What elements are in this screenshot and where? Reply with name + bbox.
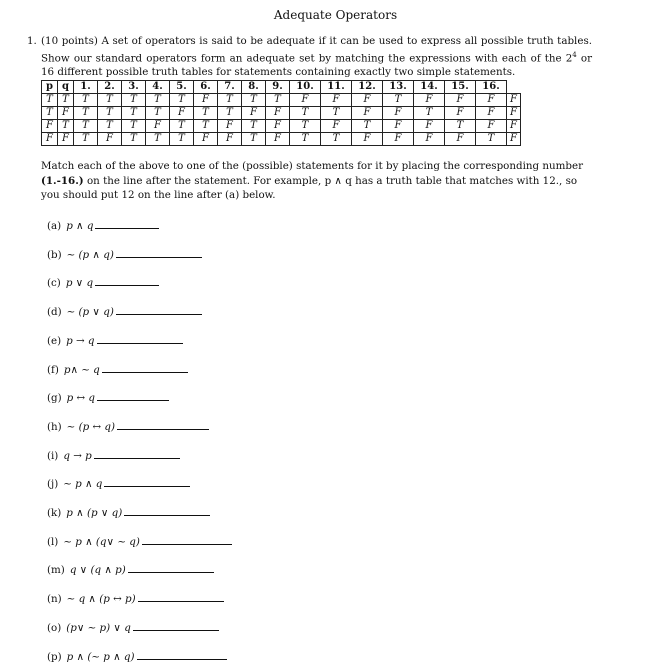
truth-table-cell: F <box>414 133 445 146</box>
truth-table-header-cell: 7. <box>218 81 242 94</box>
truth-table-cell: F <box>383 120 414 133</box>
truth-table-cell: T <box>42 107 58 120</box>
answer-item-expression: ∼ (p ∨ q) <box>66 306 114 319</box>
truth-table-cell: T <box>218 107 242 120</box>
answer-item-expression: ∼ p ∧ q <box>63 478 103 491</box>
truth-table-cell: T <box>122 94 146 107</box>
truth-table-cell: T <box>321 133 352 146</box>
truth-table-cell: T <box>58 120 74 133</box>
answer-item <box>47 419 209 433</box>
truth-table-cell: F <box>321 94 352 107</box>
truth-table-cell: T <box>58 94 74 107</box>
answer-item <box>47 534 232 548</box>
truth-table-cell: F <box>170 107 194 120</box>
truth-table-cell: T <box>74 133 98 146</box>
truth-table-header-row <box>42 81 521 94</box>
truth-table-cell: T <box>383 94 414 107</box>
truth-table-cell: T <box>146 107 170 120</box>
truth-table-header-cell: 12. <box>352 81 383 94</box>
truth-table-cell: T <box>290 133 321 146</box>
truth-table-header-cell: 4. <box>146 81 170 94</box>
answer-item-label: (d) <box>47 306 62 319</box>
truth-table-cell: F <box>383 107 414 120</box>
truth-table-cell: T <box>194 120 218 133</box>
truth-table-cell: F <box>352 133 383 146</box>
answer-item-label: (m) <box>47 564 65 577</box>
truth-table-cell: T <box>146 133 170 146</box>
truth-table-cell: T <box>146 94 170 107</box>
answer-blank-line[interactable] <box>117 419 209 430</box>
truth-table-cell: T <box>445 120 476 133</box>
answer-blank-line[interactable] <box>138 591 224 602</box>
truth-table-cell: F <box>507 133 521 146</box>
answer-item-label: (j) <box>47 478 59 491</box>
answer-item-expression: p∧ ∼ q <box>63 363 100 376</box>
truth-table-header-cell: 14. <box>414 81 445 94</box>
answer-item <box>47 591 224 605</box>
truth-table-cell: T <box>352 120 383 133</box>
truth-table-cell: F <box>266 107 290 120</box>
truth-table-cell: T <box>194 107 218 120</box>
truth-table-header-cell: 13. <box>383 81 414 94</box>
truth-table-cell: F <box>321 120 352 133</box>
truth-table-cell: F <box>42 120 58 133</box>
problem-text-a: (10 points) A set of operators is said to be adequate if it can be used to express all possible truth tables. Show our standard operators form an adequate set by matching the expressions with each of the 2 <box>41 35 592 65</box>
truth-table-cell: T <box>42 94 58 107</box>
truth-table-row <box>42 133 521 146</box>
answer-item <box>47 448 180 462</box>
truth-table-row <box>42 107 521 120</box>
truth-table-cell: T <box>98 94 122 107</box>
truth-table-header-cell: 3. <box>122 81 146 94</box>
truth-table-cell: T <box>242 133 266 146</box>
answer-item <box>47 562 214 576</box>
truth-table-cell: T <box>242 94 266 107</box>
truth-table-cell: F <box>476 120 507 133</box>
truth-table-cell: T <box>170 94 194 107</box>
truth-table-cell: T <box>266 94 290 107</box>
truth-table-cell: F <box>42 133 58 146</box>
truth-table-cell: T <box>122 120 146 133</box>
answer-blank-line[interactable] <box>116 304 202 315</box>
answer-blank-line[interactable] <box>128 562 214 573</box>
truth-table-cell: F <box>194 133 218 146</box>
truth-table-cell: T <box>74 120 98 133</box>
truth-table-cell: F <box>242 107 266 120</box>
answer-item-label: (e) <box>47 334 62 347</box>
truth-table-header-cell: 11. <box>321 81 352 94</box>
truth-table-header-cell: 10. <box>290 81 321 94</box>
truth-table-cell: F <box>507 120 521 133</box>
truth-table-cell: T <box>218 94 242 107</box>
truth-table-header-cell: p <box>42 81 58 94</box>
truth-table-header-cell: 9. <box>266 81 290 94</box>
answer-item <box>47 362 188 376</box>
answer-item-expression: ∼ (p ↔ q) <box>66 420 115 433</box>
truth-table-cell: F <box>218 120 242 133</box>
answer-blank-line[interactable] <box>97 333 183 344</box>
truth-table-cell: F <box>352 94 383 107</box>
answer-item-expression: p ∨ q <box>65 277 94 290</box>
answer-item-expression: q ∨ (q ∧ p) <box>69 564 126 577</box>
truth-table-cell: T <box>98 120 122 133</box>
truth-table-cell: F <box>445 133 476 146</box>
answer-blank-line[interactable] <box>137 649 227 660</box>
truth-table-cell: T <box>122 107 146 120</box>
truth-table-cell: F <box>98 133 122 146</box>
truth-table-cell: T <box>170 133 194 146</box>
truth-table-cell: F <box>352 107 383 120</box>
answer-item-label: (f) <box>47 363 59 376</box>
truth-table-cell: F <box>290 94 321 107</box>
answer-item-expression: p ∧ q <box>66 220 94 232</box>
answer-item-label: (k) <box>47 507 62 519</box>
truth-table-cell: T <box>170 120 194 133</box>
truth-table-header-cell: 8. <box>242 81 266 94</box>
truth-table-header-cell: 2. <box>98 81 122 94</box>
answer-item-expression: ∼ (p ∧ q) <box>66 248 114 261</box>
instructions <box>41 159 593 203</box>
truth-table-cell: F <box>266 120 290 133</box>
answer-item <box>47 390 169 404</box>
truth-table-cell: T <box>476 133 507 146</box>
answer-item <box>47 304 202 318</box>
answer-blank-line[interactable] <box>94 448 180 459</box>
answer-item-expression: q → p <box>63 449 92 462</box>
truth-table-cell: F <box>507 107 521 120</box>
truth-table-cell: F <box>476 107 507 120</box>
answer-blank-line[interactable] <box>116 247 202 258</box>
truth-table-cell: F <box>414 120 445 133</box>
truth-table-cell: T <box>122 133 146 146</box>
truth-table-header-cell: 6. <box>194 81 218 94</box>
answer-item <box>47 649 227 663</box>
answer-item-label: (i) <box>47 449 59 462</box>
answer-blank-line[interactable] <box>142 534 232 545</box>
answer-item-expression: ∼ p ∧ (q∨ ∼ q) <box>63 535 140 548</box>
truth-table-cell: T <box>98 107 122 120</box>
answer-item-label: (b) <box>47 248 62 261</box>
answer-item-label: (g) <box>47 392 62 405</box>
answer-blank-line[interactable] <box>95 218 159 229</box>
problem-text <box>41 34 592 79</box>
truth-table-cell: F <box>445 94 476 107</box>
truth-table-header-cell: 5. <box>170 81 194 94</box>
truth-table-cell: F <box>58 107 74 120</box>
page-title: Adequate Operators <box>273 8 398 22</box>
answer-item-label: (h) <box>47 420 62 433</box>
answer-blank-line[interactable] <box>133 620 219 631</box>
truth-table-cell: T <box>414 107 445 120</box>
truth-table-row <box>42 120 521 133</box>
answer-blank-line[interactable] <box>104 476 190 487</box>
answer-item-label: (l) <box>47 535 59 548</box>
truth-table-header-cell: q <box>58 81 74 94</box>
answer-blank-line[interactable] <box>102 362 188 373</box>
truth-table-cell: F <box>194 94 218 107</box>
truth-table-cell: F <box>507 94 521 107</box>
answer-item-label: (a) <box>47 220 62 232</box>
answer-item <box>47 247 202 261</box>
answer-blank-line[interactable] <box>95 275 159 286</box>
truth-table-cell: F <box>58 133 74 146</box>
truth-table-cell: F <box>146 120 170 133</box>
truth-table <box>41 80 521 146</box>
answer-item-expression: p ∧ (p ∨ q) <box>66 507 123 519</box>
answer-item-label: (o) <box>47 621 62 634</box>
instructions-text-b: on the line after the statement. For example, p ∧ q has a truth table that matches with 12., so you should put 12 on the line after (a) below. <box>41 174 578 201</box>
answer-item-expression: (p∨ ∼ p) ∨ q <box>66 621 131 634</box>
answer-blank-line[interactable] <box>124 505 210 516</box>
problem-text-b: or 16 different possible truth tables for statements containing exactly two simple statements. <box>41 52 592 79</box>
truth-table-cell: T <box>74 107 98 120</box>
truth-table-row <box>42 94 521 107</box>
truth-table-header-cell: 16. <box>476 81 507 94</box>
truth-table-cell: T <box>321 107 352 120</box>
answer-item-label: (c) <box>47 277 61 290</box>
answer-item <box>47 620 219 634</box>
answer-item <box>47 505 210 519</box>
instructions-bold: (1.-16.) <box>41 174 84 187</box>
answer-item <box>47 218 159 232</box>
truth-table-cell: F <box>476 94 507 107</box>
answer-item <box>47 476 190 490</box>
answer-item <box>47 333 183 347</box>
problem-superscript: 4 <box>572 51 577 59</box>
truth-table-cell: F <box>383 133 414 146</box>
truth-table-cell: T <box>242 120 266 133</box>
truth-table-header-cell: 15. <box>445 81 476 94</box>
truth-table-cell: T <box>290 120 321 133</box>
truth-table-cell: F <box>266 133 290 146</box>
truth-table-cell: F <box>218 133 242 146</box>
truth-table-cell: T <box>290 107 321 120</box>
problem-statement <box>27 34 592 79</box>
answer-blank-line[interactable] <box>97 390 169 401</box>
answer-item-expression: ∼ q ∧ (p ↔ p) <box>66 593 136 606</box>
answer-item-label: (p) <box>47 650 62 663</box>
truth-table-cell: F <box>445 107 476 120</box>
answer-item-label: (n) <box>47 593 62 606</box>
answer-item-expression: p → q <box>66 334 95 347</box>
truth-table-cell: F <box>414 94 445 107</box>
answer-item-expression: p ∧ (∼ p ∧ q) <box>66 650 135 663</box>
problem-number: 1. <box>27 35 37 47</box>
answer-item-expression: p ↔ q <box>66 392 95 405</box>
truth-table-header-cell: 1. <box>74 81 98 94</box>
truth-table-cell: T <box>74 94 98 107</box>
answer-item <box>47 275 159 289</box>
instructions-text-a: Match each of the above to one of the (possible) statements for it by placing the corresponding number <box>41 160 584 172</box>
